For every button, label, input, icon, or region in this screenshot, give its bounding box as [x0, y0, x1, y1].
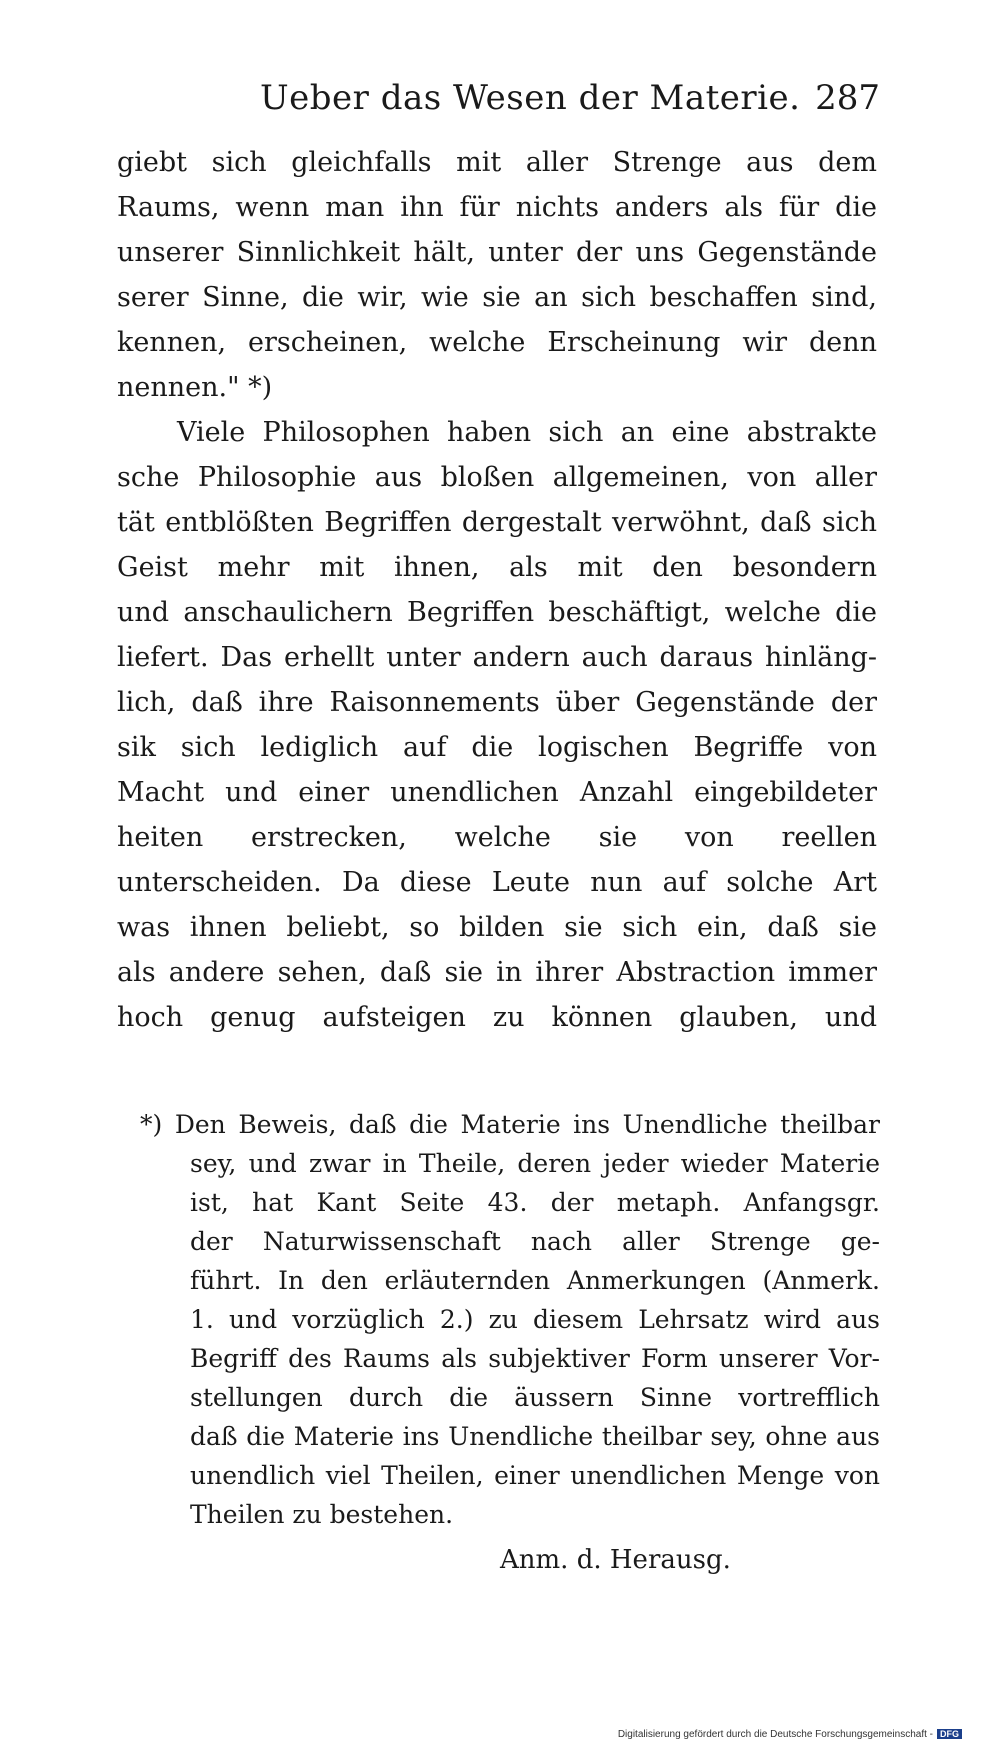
digitization-credit — [618, 1729, 962, 1740]
text-line: serer Sinne, die wir, wie sie an sich beschaffen sind, — [117, 282, 877, 313]
text-line: nennen." *) — [117, 372, 273, 403]
footnote-line: führt. In den erläuternden Anmerkungen (Anmerk. — [190, 1266, 880, 1295]
footnote-line: sey, und zwar in Theile, deren jeder wieder Materie — [190, 1149, 880, 1178]
running-title: Ueber das Wesen der Materie. — [260, 78, 801, 118]
text-line: unterscheiden. Da diese Leute nun auf solche Art — [117, 867, 877, 898]
text-line: lich, daß ihre Raisonnements über Gegenstände der — [117, 687, 877, 718]
text-line: heiten erstrecken, welche sie von reellen — [117, 822, 877, 853]
paragraph-first-line: Viele Philosophen haben sich an eine abstrakte — [177, 417, 877, 448]
text-line: Geist mehr mit ihnen, als mit den besondern — [117, 552, 877, 583]
text-line: sik sich lediglich auf die logischen Begriffe von — [117, 732, 877, 763]
footnote-line: daß die Materie ins Unendliche theilbar sey, ohne aus — [190, 1422, 880, 1451]
text-line: hoch genug aufsteigen zu können glauben, und — [117, 1002, 877, 1033]
text-line: unserer Sinnlichkeit hält, unter der uns Gegenstände — [117, 237, 877, 268]
footnote-line: Theilen zu bestehen. — [190, 1500, 454, 1529]
text-line: sche Philosophie aus bloßen allgemeinen, von aller — [117, 462, 877, 493]
footnote-line: 1. und vorzüglich 2.) zu diesem Lehrsatz wird aus — [190, 1305, 880, 1334]
page-number: 287 — [815, 78, 880, 118]
text-line: und anschaulichern Begriffen beschäftigt, welche die — [117, 597, 877, 628]
footnote-line: Begriff des Raums als subjektiver Form unserer Vor- — [190, 1344, 880, 1373]
text-line: liefert. Das erhellt unter andern auch daraus hinläng- — [117, 642, 877, 673]
text-line: als andere sehen, daß sie in ihrer Abstraction immer — [117, 957, 877, 988]
text-line: kennen, erscheinen, welche Erscheinung wir denn — [117, 327, 877, 358]
footnote — [140, 1105, 880, 1534]
footnote-line: der Naturwissenschaft nach aller Strenge ge- — [190, 1227, 880, 1256]
credit-text: Digitalisierung gefördert durch die Deutsche Forschungsgemeinschaft - — [617, 1729, 933, 1740]
dfg-logo: DFG — [937, 1729, 962, 1739]
text-line: tät entblößten Begriffen dergestalt verwöhnt, daß sich — [117, 507, 877, 538]
footnote-line: unendlich viel Theilen, einer unendlichen Menge von — [190, 1461, 880, 1490]
page-header — [260, 78, 880, 128]
text-line: Raums, wenn man ihn für nichts anders als für die — [117, 192, 877, 223]
footnote-line: *) Den Beweis, daß die Materie ins Unendliche theilbar — [140, 1110, 880, 1139]
main-text — [117, 140, 877, 1040]
text-line: was ihnen beliebt, so bilden sie sich ein, daß sie — [117, 912, 877, 943]
footnote-line: ist, hat Kant Seite 43. der metaph. Anfangsgr. — [190, 1188, 880, 1217]
text-line: giebt sich gleichfalls mit aller Strenge aus dem — [117, 147, 877, 178]
editor-note-signature: Anm. d. Herausg. — [500, 1545, 731, 1575]
text-line: Macht und einer unendlichen Anzahl eingebildeter — [117, 777, 877, 808]
footnote-line: stellungen durch die äussern Sinne vortrefflich — [190, 1383, 880, 1412]
